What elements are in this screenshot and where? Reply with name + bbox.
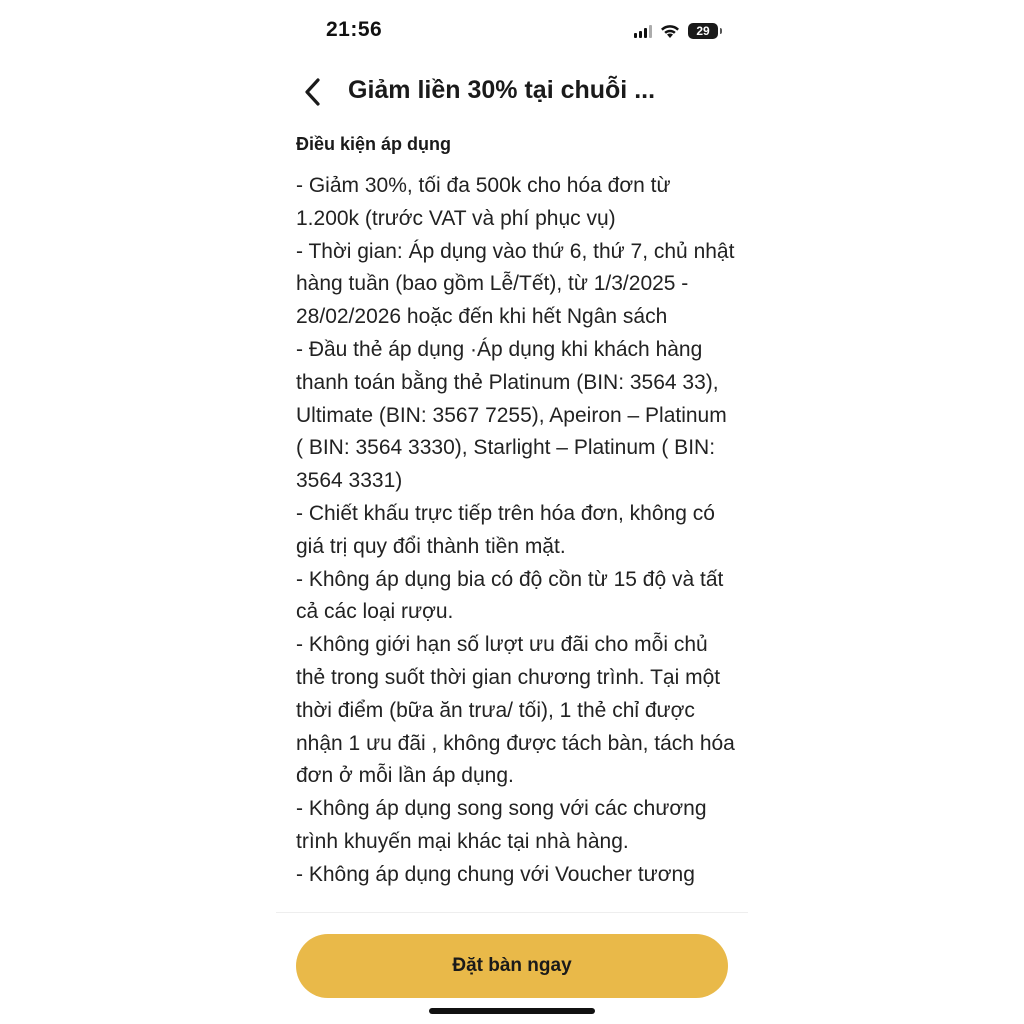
status-bar xyxy=(276,0,748,64)
book-now-button[interactable]: Đặt bàn ngay xyxy=(296,934,728,998)
condition-item: - Không áp dụng bia có độ cồn từ 15 độ và tất cả các loại rượu. xyxy=(296,567,724,624)
conditions-heading: Điều kiện áp dụng xyxy=(296,134,452,154)
back-button[interactable] xyxy=(296,74,330,110)
battery-level: 29 xyxy=(696,24,710,38)
condition-item: - Không giới hạn số lượt ưu đãi cho mỗi chủ thẻ trong suốt thời gian chương trình. Tại một thời điểm (bữa ăn trưa/ tối), 1 thẻ chỉ được nhận 1 ưu đãi , không được tách bàn, tách hóa đơn ở mỗi lần áp dụng. xyxy=(296,633,735,788)
condition-item: - Thời gian: Áp dụng vào thứ 6, thứ 7, chủ nhật hàng tuần (bao gồm Lễ/Tết), từ 1/3/2025 - 28/02/2026 hoặc đến khi hết Ngân sách xyxy=(296,239,735,329)
status-icons xyxy=(634,20,718,42)
condition-item: - Không áp dụng song song với các chương trình khuyến mại khác tại nhà hàng. xyxy=(296,797,707,853)
battery-icon xyxy=(688,23,718,39)
condition-item: - Chiết khấu trực tiếp trên hóa đơn, không có giá trị quy đổi thành tiền mặt. xyxy=(296,501,715,558)
condition-item: - Giảm 30%, tối đa 500k cho hóa đơn từ 1.200k (trước VAT và phí phục vụ) xyxy=(296,174,671,230)
conditions-list xyxy=(296,170,736,892)
header xyxy=(276,64,748,120)
status-time: 21:56 xyxy=(326,18,383,41)
chevron-left-icon xyxy=(303,77,323,107)
signal-icon xyxy=(634,24,652,38)
home-indicator xyxy=(429,1008,595,1014)
condition-item: - Không áp dụng chung với Voucher tương xyxy=(296,862,695,886)
wifi-icon xyxy=(660,24,680,39)
conditions-content[interactable] xyxy=(296,128,736,904)
page-title: Giảm liền 30% tại chuỗi ... xyxy=(348,76,656,104)
footer-divider xyxy=(276,912,748,913)
condition-item: - Đầu thẻ áp dụng ·Áp dụng khi khách hàng thanh toán bằng thẻ Platinum (BIN: 3564 33), Ultimate (BIN: 3567 7255), Apeiron – Platinum ( BIN: 3564 3330), Starlight – Platinum ( BIN: 3564 3331) xyxy=(296,337,727,493)
phone-screen xyxy=(276,0,748,1024)
